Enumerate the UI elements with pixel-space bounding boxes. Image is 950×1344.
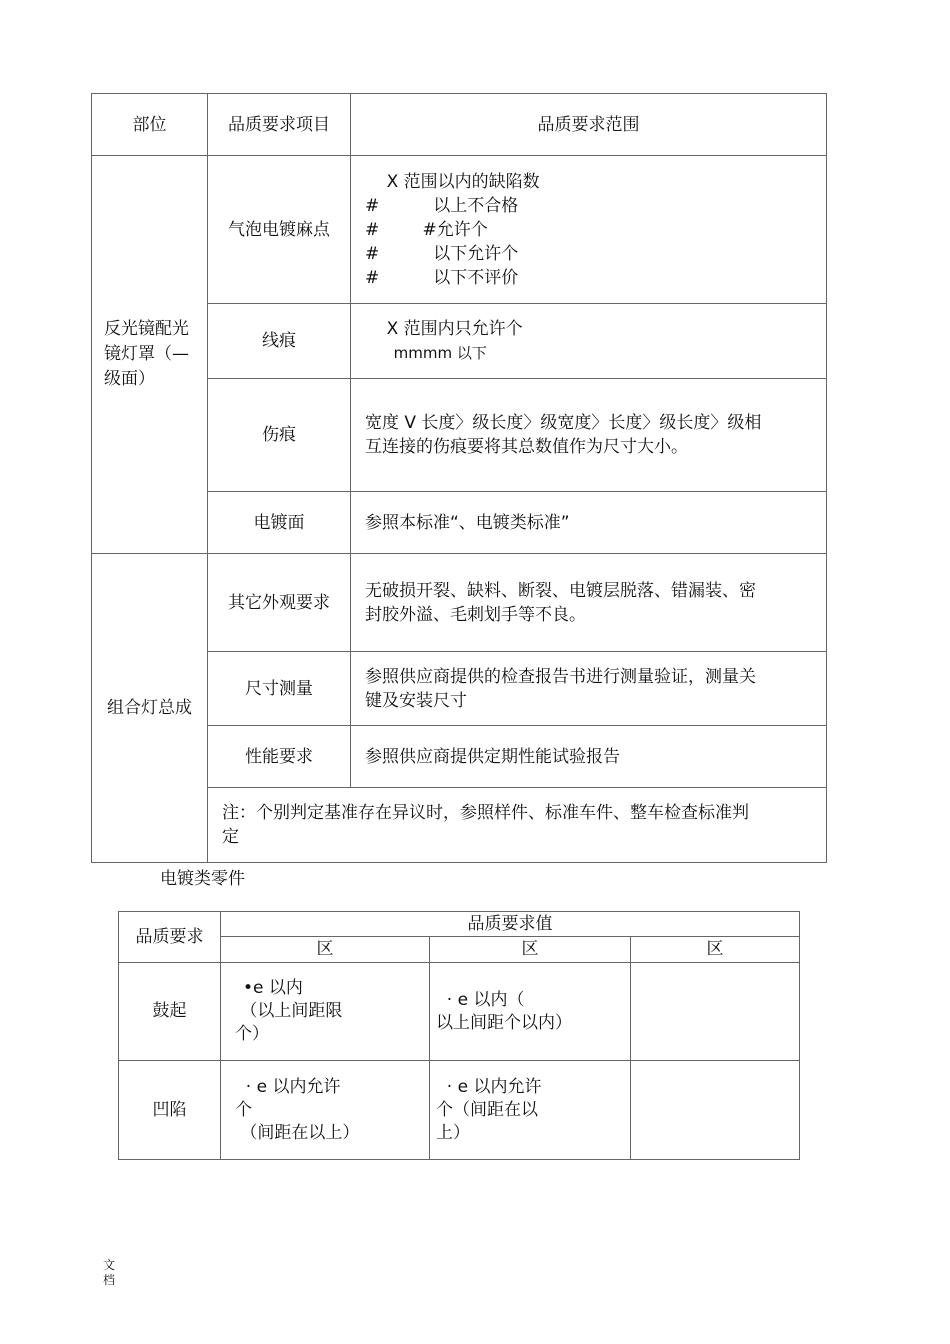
range-text: 无破损开裂、缺料、断裂、电镀层脱落、错漏装、密 封胶外溢、毛刺划手等不良。 <box>351 554 827 652</box>
range-text: 参照本标准“、电镀类标准” <box>351 492 827 554</box>
value-cell: · e 以内允许 个（间距在以 上） <box>430 1061 631 1160</box>
zone-label: 区 <box>631 937 800 963</box>
zone-label: 区 <box>221 937 430 963</box>
inspection-standard-table <box>91 93 827 863</box>
range-text: 宽度 V 长度〉级长度〉级宽度〉长度〉级长度〉级相 互连接的伤痕要将其总数值作为尺寸大小。 <box>351 379 827 492</box>
range-text: 参照供应商提供定期性能试验报告 <box>351 726 827 788</box>
value-cell: · e 以内（ 以上间距个以内） <box>430 963 631 1061</box>
header-quality-req: 品质要求 <box>119 912 221 963</box>
note-text: 注：个别判定基准存在异议时，参照样件、标准车件、整车检查标准判 定 <box>208 788 827 863</box>
range-text: X 范围以内的缺陷数 # 以上不合格 # #允许个 # 以下允许个 # 以下不评价 <box>351 156 827 304</box>
range-text: X 范围内只允许个 mmmm 以下 <box>351 304 827 379</box>
header-row <box>92 94 827 156</box>
header-part: 部位 <box>92 94 208 156</box>
header-item: 品质要求项目 <box>208 94 351 156</box>
value-cell-empty <box>631 963 800 1061</box>
item-label: 性能要求 <box>208 726 351 788</box>
item-label: 气泡电镀麻点 <box>208 156 351 304</box>
table-row <box>119 963 800 1061</box>
plating-parts-table <box>118 911 800 1160</box>
value-cell: •e 以内 （以上间距限 个） <box>221 963 430 1061</box>
item-label: 其它外观要求 <box>208 554 351 652</box>
item-label: 电镀面 <box>208 492 351 554</box>
item-label: 线痕 <box>208 304 351 379</box>
item-label: 伤痕 <box>208 379 351 492</box>
page-footer: 文 档 <box>102 1258 115 1287</box>
value-cell: · e 以内允许 个 （间距在以上） <box>221 1061 430 1160</box>
part-assembly: 组合灯总成 <box>92 554 208 863</box>
table-row <box>119 1061 800 1160</box>
table-row <box>92 554 827 652</box>
item-label: 尺寸测量 <box>208 652 351 726</box>
zone-label: 区 <box>430 937 631 963</box>
range-text: 参照供应商提供的检查报告书进行测量验证，测量关 键及安装尺寸 <box>351 652 827 726</box>
zone-row <box>119 937 800 963</box>
header-quality-value: 品质要求值 <box>221 912 800 937</box>
section-caption: 电镀类零件 <box>160 869 245 889</box>
row-label: 鼓起 <box>119 963 221 1061</box>
table-row <box>92 156 827 304</box>
value-cell-empty <box>631 1061 800 1160</box>
header-range: 品质要求范围 <box>351 94 827 156</box>
header-row <box>119 912 800 937</box>
part-reflector: 反光镜配光镜灯罩（—级面） <box>92 156 208 554</box>
row-label: 凹陷 <box>119 1061 221 1160</box>
